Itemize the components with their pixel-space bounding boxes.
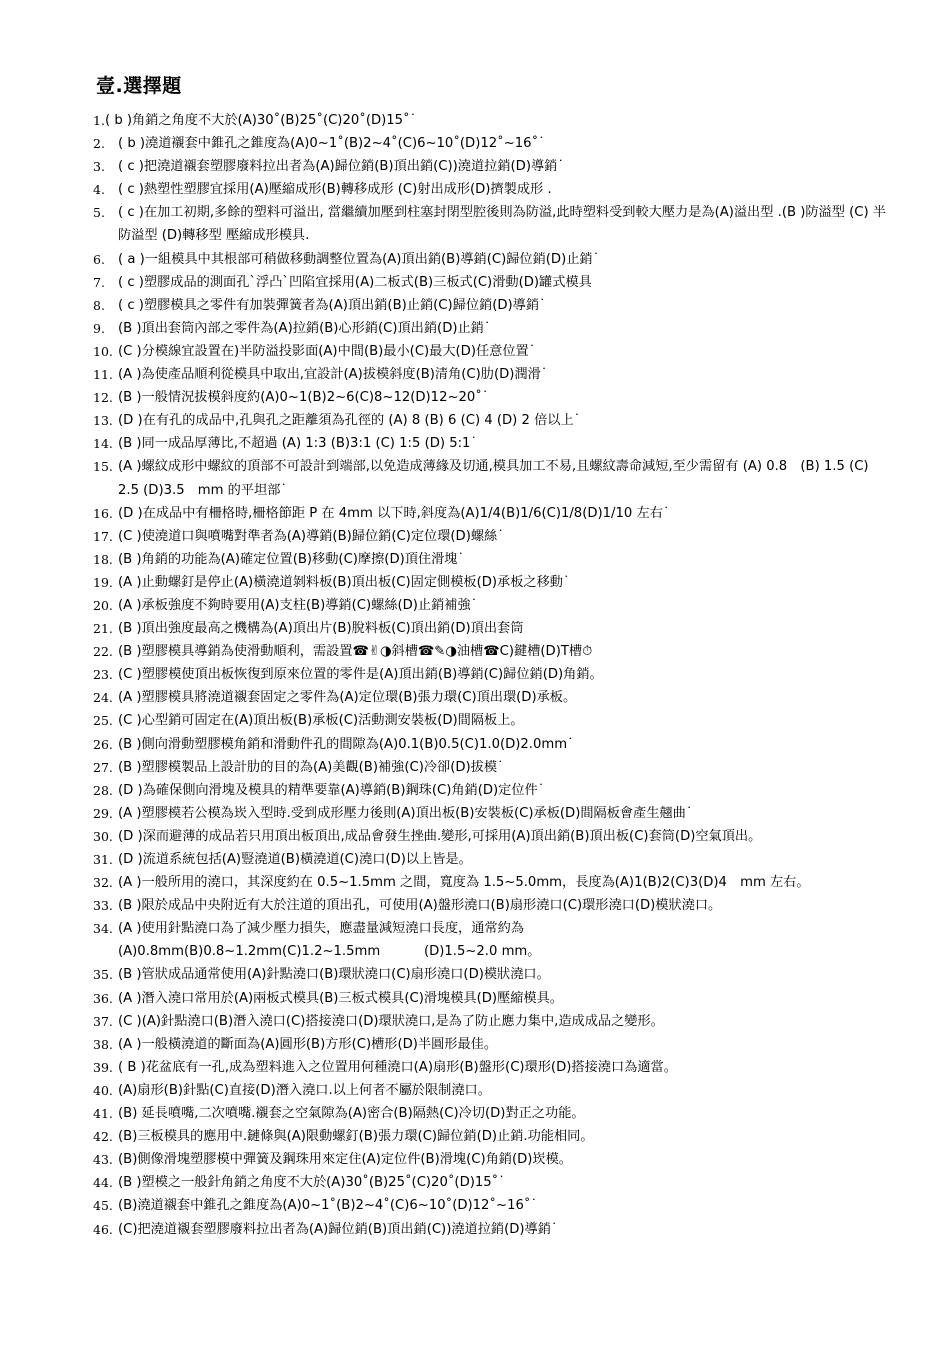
question-number: 28. xyxy=(93,782,113,798)
question-number: 19. xyxy=(93,574,113,590)
question-text: (B)澆道襯套中錐孔之錐度為(A)0~1˚(B)2~4˚(C)6~10˚(D)12˚~16˚˙ xyxy=(118,1198,538,1214)
question-number: 34. xyxy=(93,921,113,937)
question-number: 44. xyxy=(93,1175,113,1191)
question-item xyxy=(93,363,893,386)
question-number: 40. xyxy=(93,1082,113,1098)
question-number: 43. xyxy=(93,1152,113,1168)
question-number: 9. xyxy=(93,320,105,336)
question-text: (B )塑模之一般針角銷之角度不大於(A)30˚(B)25˚(C)20˚(D)15˚˙ xyxy=(118,1175,505,1191)
question-text: (D )在有孔的成品中,孔與孔之距離須為孔徑的 (A) 8 (B) 6 (C) 4 (D) 2 倍以上˙ xyxy=(118,413,581,429)
question-number: 39. xyxy=(93,1059,113,1075)
question-number: 35. xyxy=(93,967,113,983)
question-number: 5. xyxy=(93,205,105,221)
question-text: (A )一般所用的澆口，其深度約在 0.5~1.5mm 之間，寬度為 1.5~5.0mm，長度為(A)1(B)2(C)3(D)4 mm 左右。 xyxy=(118,875,810,891)
question-item xyxy=(93,594,893,617)
question-number: 8. xyxy=(93,297,105,313)
question-item xyxy=(93,917,893,940)
question-item xyxy=(93,455,893,501)
question-number: 42. xyxy=(93,1129,113,1145)
question-item xyxy=(93,1171,893,1194)
question-item xyxy=(93,733,893,756)
question-text: (B )限於成品中央附近有大於注道的頂出孔，可使用(A)盤形澆口(B)扇形澆口(C)環形澆口(D)模狀澆口。 xyxy=(118,898,722,914)
question-number: 25. xyxy=(93,713,113,729)
question-number: 15. xyxy=(93,459,113,475)
question-item xyxy=(93,109,893,132)
question-text: (A )塑膠模若公模為崁入型時.受到成形壓力後則(A)頂出板(B)安裝板(C)承板(D)間隔板會產生翹曲˙ xyxy=(118,805,693,821)
question-text: (B )頂出強度最高之機構為(A)頂出片(B)脫料板(C)頂出銷(D)頂出套筒 xyxy=(118,621,524,637)
question-number: 7. xyxy=(93,274,105,290)
question-item xyxy=(93,848,893,871)
question-item xyxy=(93,686,893,709)
question-text: (B )塑膠模具導銷為使滑動順利，需設置☎✌︎◑斜槽☎✎◑油槽☎C)鍵槽(D)T槽⏱ xyxy=(118,644,593,660)
question-text: (A )為使產品順利從模具中取出,宜設計(A)拔模斜度(B)清角(C)肋(D)潤滑˙ xyxy=(118,367,548,383)
question-text: (A )潛入澆口常用於(A)兩板式模具(B)三板式模具(C)滑塊模具(D)壓縮模具。 xyxy=(118,990,563,1006)
question-item xyxy=(93,201,893,247)
question-item xyxy=(93,1218,893,1241)
question-text: ( c )在加工初期,多餘的塑料可溢出, 當繼續加壓到柱塞封閉型腔後則為防溢,此時塑料受到較大壓力是為(A)溢出型 .(B )防溢型 (C) 半防溢型 (D)轉移型 壓縮成形模具. xyxy=(118,205,886,244)
question-number: 24. xyxy=(93,690,113,706)
question-number: 12. xyxy=(93,390,113,406)
question-number: 17. xyxy=(93,528,113,544)
question-number: 46. xyxy=(93,1221,113,1237)
section-heading: 壹.選擇題 xyxy=(96,75,182,97)
question-number: 20. xyxy=(93,597,113,613)
question-text: (B) 延長噴嘴,二次噴嘴.襯套之空氣隙為(A)密合(B)隔熱(C)冷切(D)對正之功能。 xyxy=(118,1106,585,1122)
question-item xyxy=(93,1010,893,1033)
question-item xyxy=(93,871,893,894)
question-item xyxy=(93,271,893,294)
question-text: (B )頂出套筒內部之零件為(A)拉銷(B)心形銷(C)頂出銷(D)止銷˙ xyxy=(118,320,491,336)
question-text: (B )管狀成品通常使用(A)針點澆口(B)環狀澆口(C)扇形澆口(D)模狀澆口。 xyxy=(118,967,550,983)
question-text: (D )在成品中有柵格時,柵格節距 P 在 4mm 以下時,斜度為(A)1/4(B)1/6(C)1/8(D)1/10 左右˙ xyxy=(118,505,670,521)
question-text: (A )一般橫澆道的斷面為(A)圓形(B)方形(C)槽形(D)半圓形最佳。 xyxy=(118,1036,498,1052)
question-item xyxy=(93,1125,893,1148)
question-text: (A )使用針點澆口為了減少壓力損失，應盡量減短澆口長度，通常約為 xyxy=(118,921,524,937)
question-item xyxy=(93,1033,893,1056)
question-item xyxy=(93,779,893,802)
question-text: (B )同一成品厚薄比,不超過 (A) 1:3 (B)3:1 (C) 1:5 (D) 5:1˙ xyxy=(118,436,478,452)
question-text: (A)0.8mm(B)0.8~1.2mm(C)1.2~1.5mm (D)1.5~2.0 mm。 xyxy=(118,944,541,960)
question-number: 33. xyxy=(93,898,113,914)
question-number: 31. xyxy=(93,852,113,867)
question-text: ( c )塑膠成品的測面孔`浮凸`凹陷宜採用(A)二板式(B)三板式(C)滑動(D)罐式模具 xyxy=(118,274,592,290)
question-text: ( c )塑膠模具之零件有加裝彈簧者為(A)頂出銷(B)止銷(C)歸位銷(D)導銷˙ xyxy=(118,297,546,313)
question-text: (D )流道系統包括(A)豎澆道(B)橫澆道(C)澆口(D)以上皆是。 xyxy=(118,852,472,867)
question-item xyxy=(93,248,893,271)
question-number: 2. xyxy=(93,136,105,152)
question-number: 32. xyxy=(93,875,113,891)
question-number: 21. xyxy=(93,621,113,637)
question-number: 13. xyxy=(93,413,113,429)
question-item xyxy=(93,132,893,155)
question-text: (B )塑膠模製品上設計肋的目的為(A)美觀(B)補強(C)冷卻(D)拔模˙ xyxy=(118,759,504,775)
question-item xyxy=(93,963,893,986)
question-number: 41. xyxy=(93,1106,113,1122)
question-number: 6. xyxy=(93,251,105,267)
question-item xyxy=(93,1194,893,1217)
question-number: 18. xyxy=(93,551,113,567)
question-text: (A )塑膠模具將澆道襯套固定之零件為(A)定位環(B)張力環(C)頂出環(D)承板。 xyxy=(118,690,577,706)
question-text: (D )深而避薄的成品若只用頂出板頂出,成品會發生挫曲.變形,可採用(A)頂出銷(B)頂出板(C)套筒(D)空氣頂出。 xyxy=(118,828,762,844)
question-number: 26. xyxy=(93,736,113,752)
question-number: 30. xyxy=(93,828,113,844)
question-item xyxy=(93,663,893,686)
question-number: 1. xyxy=(93,113,105,128)
question-number: 27. xyxy=(93,759,113,775)
question-number: 11. xyxy=(93,367,113,383)
question-number: 4. xyxy=(93,182,105,198)
question-text: (C )使澆道口與噴嘴對準者為(A)導銷(B)歸位銷(C)定位環(D)螺絲˙ xyxy=(118,528,504,544)
question-text: (B )一般情況拔模斜度約(A)0~1(B)2~6(C)8~12(D)12~20˚˙ xyxy=(118,390,489,406)
question-text: (B)側像滑塊塑膠模中彈簧及鋼珠用來定住(A)定位件(B)滑塊(C)角銷(D)崁模。 xyxy=(118,1152,572,1168)
question-text: ( b )角銷之角度不大於(A)30˚(B)25˚(C)20˚(D)15˚˙ xyxy=(105,113,417,128)
question-item xyxy=(93,640,893,663)
question-text: (B)三板模具的應用中.鏈條與(A)限動螺釘(B)張力環(C)歸位銷(D)止銷.功能相同。 xyxy=(118,1129,594,1145)
question-text: (A )承板強度不夠時要用(A)支柱(B)導銷(C)螺絲(D)止銷補強˙ xyxy=(118,597,478,613)
question-number: 29. xyxy=(93,805,113,821)
question-item xyxy=(93,987,893,1010)
question-text: ( B )花盆底有一孔,成為塑料進入之位置用何種澆口(A)扇形(B)盤形(C)環形(D)搭接澆口為適當。 xyxy=(118,1059,677,1075)
question-text: (C )(A)針點澆口(B)潛入澆口(C)搭接澆口(D)環狀澆口,是為了防止應力集中,造成成品之變形。 xyxy=(118,1013,664,1029)
question-item xyxy=(93,1102,893,1125)
question-item xyxy=(93,1148,893,1171)
question-text: (A)扇形(B)針點(C)直接(D)潛入澆口.以上何者不屬於限制澆口。 xyxy=(118,1082,491,1098)
question-text: ( b )澆道襯套中錐孔之錐度為(A)0~1˚(B)2~4˚(C)6~10˚(D)12˚~16˚˙ xyxy=(118,136,545,152)
question-item xyxy=(93,178,893,201)
question-text: ( c )熱塑性塑膠宜採用(A)壓縮成形(B)轉移成形 (C)射出成形(D)擠製成形 . xyxy=(118,182,552,198)
question-number: 10. xyxy=(93,343,113,359)
question-number: 45. xyxy=(93,1198,113,1214)
question-item xyxy=(93,548,893,571)
question-item xyxy=(93,1079,893,1102)
question-text: (B )角銷的功能為(A)確定位置(B)移動(C)摩擦(D)頂住滑塊˙ xyxy=(118,551,465,567)
question-number: 37. xyxy=(93,1013,113,1029)
question-number: 36. xyxy=(93,990,113,1006)
question-list xyxy=(93,109,893,1241)
question-item xyxy=(93,317,893,340)
question-text: (A )螺紋成形中螺紋的頂部不可設計到端部,以免造成薄緣及切通,模具加工不易,且螺紋壽命減短,至少需留有 (A) 0.8 (B) 1.5 (C) 2.5 (D)3.5 mm 的平坦部˙ xyxy=(118,459,869,498)
question-item xyxy=(93,294,893,317)
question-text: (C)把澆道襯套塑膠廢料拉出者為(A)歸位銷(B)頂出銷(C))澆道拉銷(D)導銷˙ xyxy=(118,1221,558,1237)
question-item xyxy=(93,571,893,594)
question-item xyxy=(93,432,893,455)
question-number: 38. xyxy=(93,1036,113,1052)
question-text: (C )塑膠模使頂出板恢復到原來位置的零件是(A)頂出銷(B)導銷(C)歸位銷(D)角銷。 xyxy=(118,667,603,683)
question-number: 14. xyxy=(93,436,113,452)
question-number: 22. xyxy=(93,644,113,660)
question-item xyxy=(93,617,893,640)
question-text: (D )為確保側向滑塊及模具的精準要靠(A)導銷(B)鋼珠(C)角銷(D)定位件˙ xyxy=(118,782,545,798)
question-text: (B )側向滑動塑膠模角銷和滑動件孔的間隙為(A)0.1(B)0.5(C)1.0(D)2.0mm˙ xyxy=(118,736,574,752)
question-item xyxy=(93,802,893,825)
question-text: ( a )一組模具中其根部可稍做移動調整位置為(A)頂出銷(B)導銷(C)歸位銷(D)止銷˙ xyxy=(118,251,600,267)
question-item xyxy=(93,155,893,178)
question-item xyxy=(93,525,893,548)
question-item xyxy=(93,940,893,963)
question-item xyxy=(93,894,893,917)
question-item xyxy=(93,1056,893,1079)
question-number: 3. xyxy=(93,159,105,175)
question-text: (C )心型銷可固定在(A)頂出板(B)承板(C)活動測安裝板(D)間隔板上。 xyxy=(118,713,524,729)
question-item xyxy=(93,340,893,363)
question-item xyxy=(93,825,893,848)
question-item xyxy=(93,756,893,779)
question-text: (A )止動螺釘是停止(A)橫澆道剝料板(B)頂出板(C)固定側模板(D)承板之移動˙ xyxy=(118,574,570,590)
question-number: 16. xyxy=(93,505,113,521)
question-item xyxy=(93,409,893,432)
question-item xyxy=(93,386,893,409)
question-item xyxy=(93,709,893,732)
question-item xyxy=(93,502,893,525)
question-text: ( c )把澆道襯套塑膠廢料拉出者為(A)歸位銷(B)頂出銷(C))澆道拉銷(D)導銷˙ xyxy=(118,159,564,175)
question-text: (C )分模線宜設置在)半防溢投影面(A)中間(B)最小(C)最大(D)任意位置˙ xyxy=(118,343,536,359)
question-number: 23. xyxy=(93,667,113,683)
